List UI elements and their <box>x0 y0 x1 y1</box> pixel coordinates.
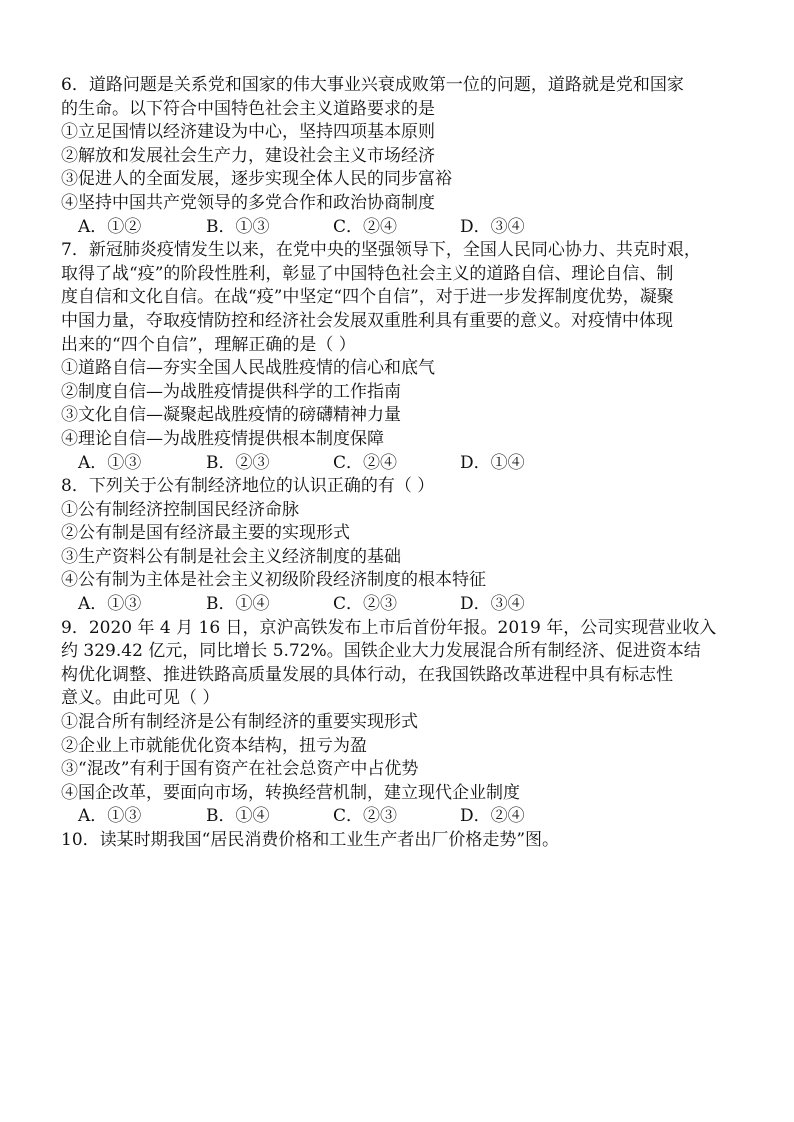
question-9 <box>61 617 739 829</box>
statement-item: ①道路自信—夯实全国人民战胜疫情的信心和底气 <box>61 358 435 379</box>
statement-item: ②公有制是国有经济最主要的实现形式 <box>61 523 350 544</box>
statement-item: ①混合所有制经济是公有制经济的重要实现形式 <box>61 712 418 733</box>
option-a[interactable]: A．①③ <box>78 806 142 827</box>
statement-item: ②制度自信—为战胜疫情提供科学的工作指南 <box>61 381 401 402</box>
answer-options <box>61 805 739 829</box>
question-10 <box>61 829 739 853</box>
option-a[interactable]: A．①③ <box>78 452 142 473</box>
statement-item: ④坚持中国共产党领导的多党合作和政治协商制度 <box>61 192 435 213</box>
option-b[interactable]: B．①③ <box>206 216 270 237</box>
question-stem-line: 意义。由此可见（ ） <box>61 688 220 709</box>
option-a[interactable]: A．①③ <box>78 594 142 615</box>
question-stem-line: 的生命。以下符合中国特色社会主义道路要求的是 <box>61 98 435 119</box>
statement-item: ④公有制为主体是社会主义初级阶段经济制度的根本特征 <box>61 570 486 591</box>
question-8 <box>61 475 739 617</box>
statement-item: ②解放和发展社会生产力，建设社会主义市场经济 <box>61 145 435 166</box>
option-d[interactable]: D．③④ <box>460 594 525 615</box>
statement-item: ③促进人的全面发展，逐步实现全体人民的同步富裕 <box>61 169 452 190</box>
statement-item: ④国企改革，要面向市场，转换经营机制，建立现代企业制度 <box>61 782 520 803</box>
question-stem-line: 构优化调整、推进铁路高质量发展的具体行动，在我国铁路改革进程中具有标志性 <box>61 664 673 685</box>
option-b[interactable]: B．①④ <box>206 594 270 615</box>
statement-item: ③“混改”有利于国有资产在社会总资产中占优势 <box>61 759 419 780</box>
question-stem-line: 8．下列关于公有制经济地位的认识正确的有（ ） <box>61 476 435 497</box>
option-c[interactable]: C．②④ <box>333 452 398 473</box>
answer-options <box>61 593 739 617</box>
option-d[interactable]: D．①④ <box>460 452 525 473</box>
statement-item: ③生产资料公有制是社会主义经济制度的基础 <box>61 546 401 567</box>
option-a[interactable]: A．①② <box>78 216 142 237</box>
question-stem-line: 约 329.42 亿元，同比增长 5.72%。国铁企业大力发展混合所有制经济、促进资本结 <box>61 641 701 662</box>
question-7 <box>61 239 739 475</box>
option-c[interactable]: C．②④ <box>333 216 398 237</box>
option-c[interactable]: C．②③ <box>333 594 398 615</box>
statement-item: ①公有制经济控制国民经济命脉 <box>61 499 299 520</box>
question-stem-line: 中国力量，夺取疫情防控和经济社会发展双重胜利具有重要的意义。对疫情中体现 <box>61 310 673 331</box>
option-c[interactable]: C．②③ <box>333 806 398 827</box>
statement-item: ③文化自信—凝聚起战胜疫情的磅礴精神力量 <box>61 405 401 426</box>
statement-item: ①立足国情以经济建设为中心，坚持四项基本原则 <box>61 122 435 143</box>
question-stem-line: 取得了战“疫”的阶段性胜利，彰显了中国特色社会主义的道路自信、理论自信、制 <box>61 263 674 284</box>
question-stem-line: 9．2020 年 4 月 16 日，京沪高铁发布上市后首份年报。2019 年，公司实现营业收入 <box>61 617 717 638</box>
option-b[interactable]: B．②③ <box>206 452 270 473</box>
statement-item: ④理论自信—为战胜疫情提供根本制度保障 <box>61 428 384 449</box>
question-6 <box>61 74 739 239</box>
option-d[interactable]: D．③④ <box>460 216 525 237</box>
answer-options <box>61 216 739 240</box>
question-stem-line: 7．新冠肺炎疫情发生以来，在党中央的坚强领导下，全国人民同心协力、共克时艰， <box>61 240 701 261</box>
question-stem-line: 度自信和文化自信。在战“疫”中坚定“四个自信”，对于进一步发挥制度优势，凝聚 <box>61 287 674 308</box>
question-stem-line: 6．道路问题是关系党和国家的伟大事业兴衰成败第一位的问题，道路就是党和国家 <box>61 75 684 95</box>
statement-item: ②企业上市就能优化资本结构，扭亏为盈 <box>61 735 367 756</box>
question-list <box>61 74 739 853</box>
answer-options <box>61 452 739 476</box>
option-d[interactable]: D．②④ <box>460 806 525 827</box>
question-stem-line: 10．读某时期我国“居民消费价格和工业生产者出厂价格走势”图。 <box>61 830 560 850</box>
question-stem-line: 出来的“四个自信”，理解正确的是（ ） <box>61 334 356 355</box>
option-b[interactable]: B．①④ <box>206 806 270 827</box>
